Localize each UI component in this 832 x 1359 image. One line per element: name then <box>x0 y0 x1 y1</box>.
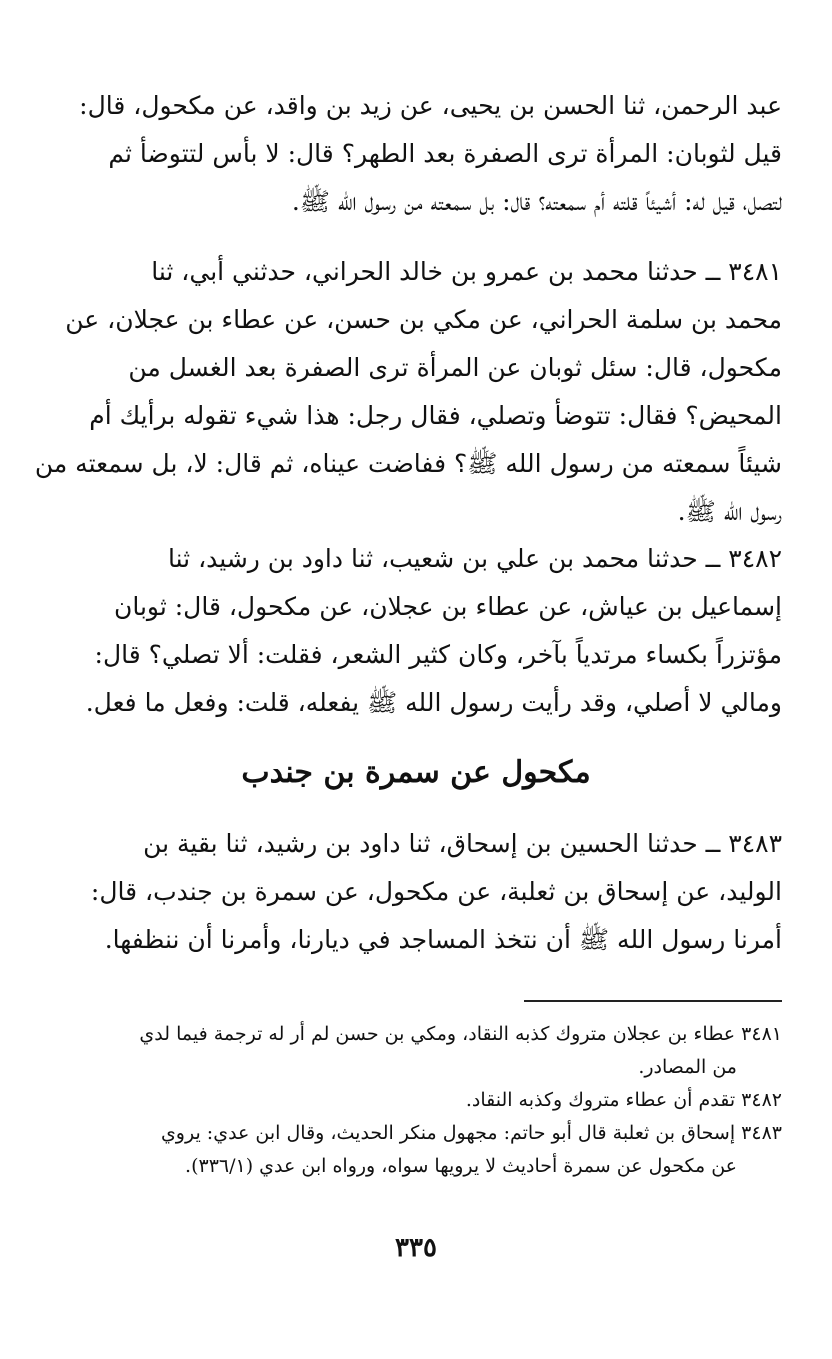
paragraph-continuation <box>52 82 782 226</box>
section-heading: مكحول عن سمرة بن جندب <box>241 755 591 790</box>
text-line: مكحول، قال: سئل ثوبان عن المرأة ترى الصفرة بعد الغسل من <box>128 353 782 382</box>
hadith-3482 <box>52 535 782 727</box>
footnote-line: ٣٤٨٣ إسحاق بن ثعلبة قال أبو حاتم: مجهول منكر الحديث، وقال ابن عدي: يروي <box>160 1122 782 1144</box>
text-line: الوليد، عن إسحاق بن ثعلبة، عن مكحول، عن سمرة بن جندب، قال: <box>90 877 782 906</box>
text-line: مؤتزراً بكساء مرتدياً بآخر، وكان كثير الشعر، فقلت: ألا تصلي؟ قال: <box>94 640 782 669</box>
text-line: ومالي لا أصلي، وقد رأيت رسول الله ﷺ يفعله، قلت: وفعل ما فعل. <box>85 688 782 717</box>
footnote-line: ٣٤٨٢ تقدم أن عطاء متروك وكذبه النقاد. <box>465 1089 782 1111</box>
footnotes <box>47 1018 782 1183</box>
hadith-3481 <box>34 248 782 536</box>
text-line: ٣٤٨١ ــ حدثنا محمد بن عمرو بن خالد الحراني، حدثني أبي، ثنا <box>151 257 782 286</box>
footnote-line: عن مكحول عن سمرة أحاديث لا يرويها سواه، ورواه ابن عدي (٣٣٦/١). <box>185 1155 737 1177</box>
footnote-3482 <box>47 1084 782 1117</box>
footnote-3481 <box>47 1018 782 1084</box>
text-line: المحيض؟ فقال: تتوضأ وتصلي، فقال رجل: هذا شيء تقوله برأيك أم <box>89 401 782 430</box>
text-line: ٣٤٨٣ ــ حدثنا الحسين بن إسحاق، ثنا داود بن رشيد، ثنا بقية بن <box>143 829 782 858</box>
text-line: رسول الله ﷺ. <box>677 497 782 526</box>
text-line: إسماعيل بن عياش، عن عطاء بن عجلان، عن مكحول، قال: ثوبان <box>113 592 782 621</box>
footnote-line: ٣٤٨١ عطاء بن عجلان متروك كذبه النقاد، ومكي بن حسن لم أر له ترجمة فيما لدي <box>139 1023 782 1045</box>
text-line: عبد الرحمن، ثنا الحسن بن يحيى، عن زيد بن واقد، عن مكحول، قال: <box>79 91 782 120</box>
footnote-line: من المصادر. <box>638 1056 737 1078</box>
text-line: أمرنا رسول الله ﷺ أن نتخذ المساجد في ديارنا، وأمرنا أن ننظفها. <box>104 925 782 954</box>
text-line: ٣٤٨٢ ــ حدثنا محمد بن علي بن شعيب، ثنا داود بن رشيد، ثنا <box>168 544 782 573</box>
footnote-3483 <box>47 1117 782 1183</box>
text-line: لتصل، قيل له: أشيئاً قلته أم سمعته؟ قال: بل سمعته من رسول الله ﷺ. <box>291 187 782 216</box>
text-line: شيئاً سمعته من رسول الله ﷺ؟ ففاضت عيناه، ثم قال: لا، بل سمعته من <box>34 449 782 478</box>
page-number: ٣٣٥ <box>395 1233 437 1263</box>
text-line: قيل لثوبان: المرأة ترى الصفرة بعد الطهر؟ قال: لا بأس لتتوضأ ثم <box>108 139 782 168</box>
text-line: محمد بن سلمة الحراني، عن مكي بن حسن، عن عطاء بن عجلان، عن <box>65 305 782 334</box>
footnote-divider <box>524 1000 782 1002</box>
hadith-3483 <box>52 820 782 964</box>
